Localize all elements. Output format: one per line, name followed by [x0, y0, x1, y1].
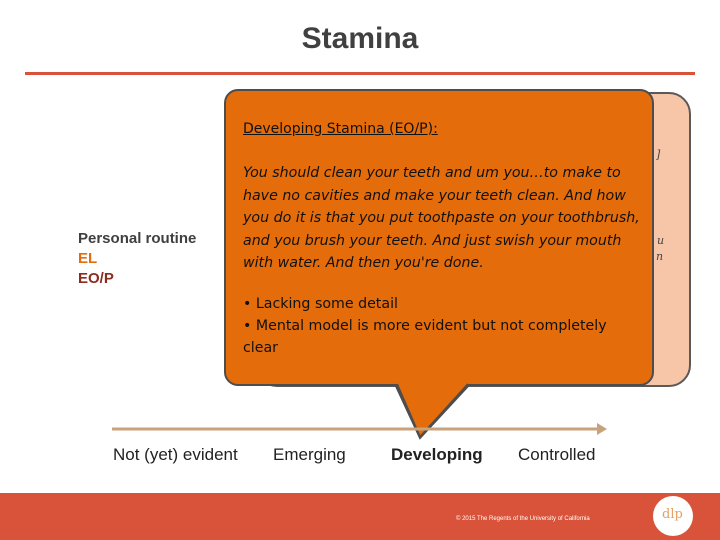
- background-card-text-1: ]: [656, 148, 661, 161]
- scale-label-emerging: Emerging: [273, 445, 346, 464]
- category-personal-routine: Personal routine: [78, 230, 197, 247]
- bubble-heading: Developing Stamina (EO/P):: [243, 121, 438, 137]
- scale-label-not-yet-evident: Not (yet) evident: [113, 445, 238, 464]
- background-card-text-2: u: [657, 234, 665, 247]
- bubble-bullet: • Lacking some detail: [243, 296, 398, 312]
- category-eop: EO/P: [78, 270, 114, 287]
- bubble-bullet: • Mental model is more evident but not completely clear: [243, 318, 607, 356]
- page-title: Stamina: [301, 22, 419, 55]
- background-card-text-3: n: [656, 250, 664, 263]
- bubble-quote: You should clean your teeth and um you…to make to have no cavities and make your teeth clean. And how you do it is that you put toothpaste on your toothbrush, and you brush your teeth. And just swish your mouth with water. And then you're done.: [243, 165, 640, 271]
- scale-label-controlled: Controlled: [518, 445, 596, 464]
- scale-label-developing: Developing: [391, 445, 483, 464]
- copyright-text: © 2015 The Regents of the University of California: [456, 516, 590, 522]
- logo-text: dlp: [662, 507, 683, 522]
- category-el: EL: [78, 250, 98, 267]
- dlp-logo: [653, 496, 693, 536]
- footer-bar: [0, 493, 720, 540]
